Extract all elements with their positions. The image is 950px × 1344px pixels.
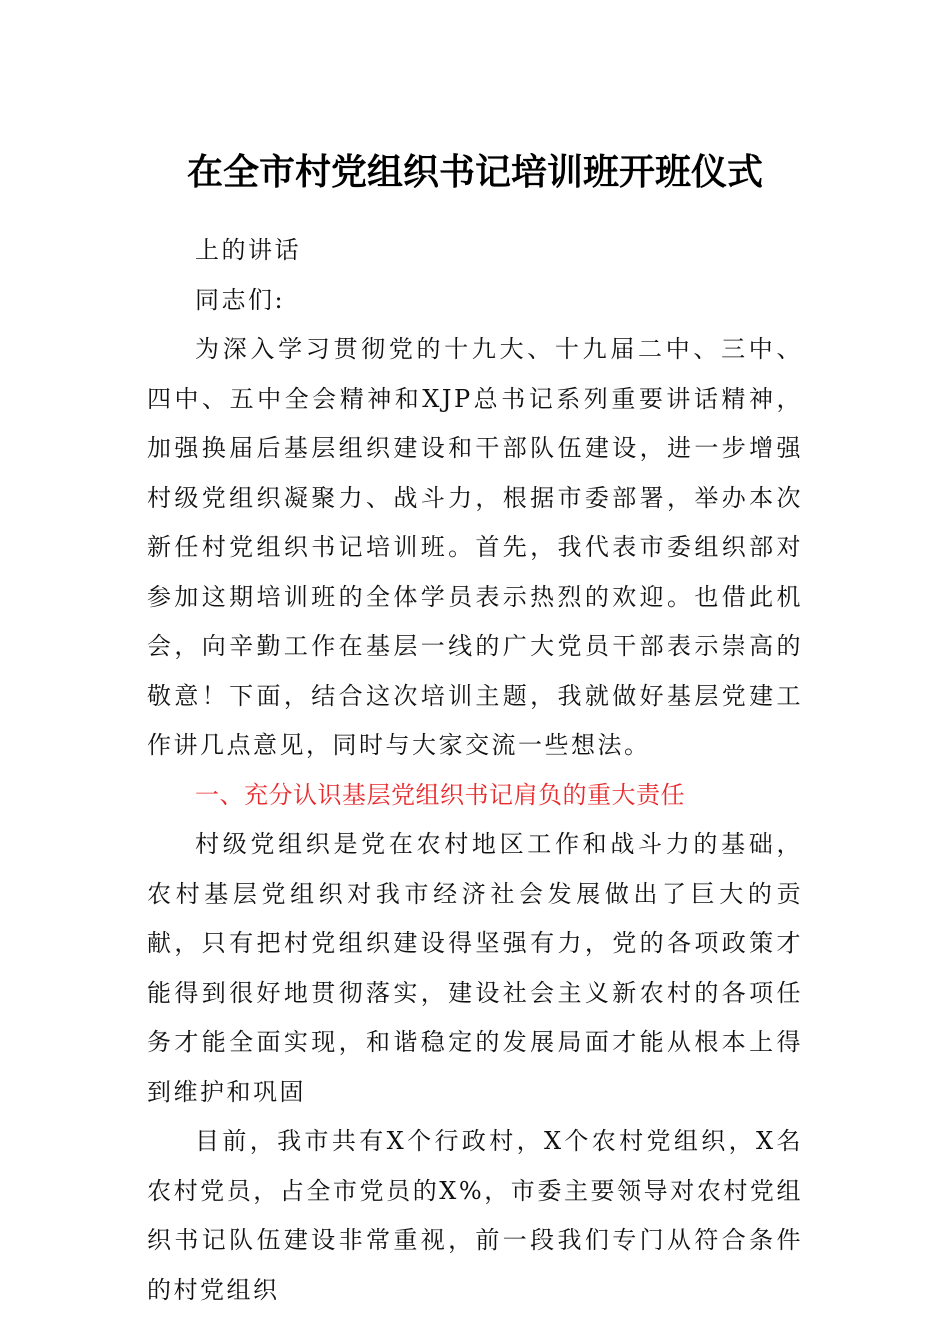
- paragraph-salutation: 同志们:: [195, 285, 286, 314]
- paragraph-subtitle: 上的讲话: [195, 236, 301, 264]
- section-heading-1: 一、充分认识基层党组织书记肩负的重大责任: [195, 780, 685, 809]
- paragraph-section1-stats: 目前，我市共有X个行政村，X个农村党组织，X名农村党员，占全市党员的X%，市委主要领导对农村党组织书记队伍建设非常重视，前一段我们专门从符合条件的村党组织: [147, 1127, 803, 1304]
- document-body: [147, 226, 803, 1315]
- paragraph-intro: 为深入学习贯彻党的十九大、十九届二中、三中、四中、五中全会精神和XJP总书记系列重要讲话精神，加强换届后基层组织建设和干部队伍建设，进一步增强村级党组织凝聚力、战斗力，根据市委部署，举办本次新任村党组织书记培训班。首先，我代表市委组织部对参加这期培训班的全体学员表示热烈的欢迎。也借此机会，向辛勤工作在基层一线的广大党员干部表示崇高的敬意！下面，结合这次培训主题，我就做好基层党建工作讲几点意见，同时与大家交流一些想法。: [147, 335, 803, 759]
- paragraph-section1-body: 村级党组织是党在农村地区工作和战斗力的基础，农村基层党组织对我市经济社会发展做出了巨大的贡献，只有把村党组织建设得坚强有力，党的各项政策才能得到很好地贯彻落实，建设社会主义新农村的各项任务才能全面实现，和谐稳定的发展局面才能从根本上得到维护和巩固: [147, 830, 803, 1106]
- document-title: 在全市村党组织书记培训班开班仪式: [186, 151, 763, 193]
